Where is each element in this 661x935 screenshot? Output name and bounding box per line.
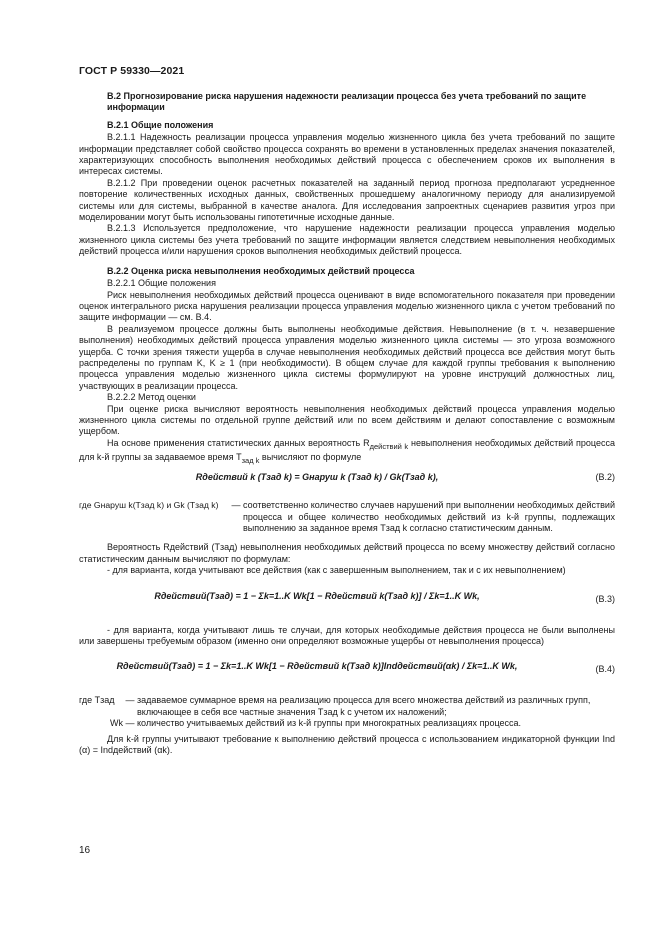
definition-text: задаваемое суммарное время на реализацию процесса для всего множества действий из различных групп, включающее в себя все частные значения Tзад k с учетом их наложений; — [137, 695, 591, 717]
text-run: На основе применения статистических данных вероятность R — [107, 437, 370, 448]
definition-text: соответственно количество случаев нарушений при выполнении необходимых действий процесса и общее количество необходимых действий из k-й группы, подлежащих выполнению за заданное время Tзад k согласно статистическим данным. — [243, 500, 615, 533]
formula-b3 — [79, 583, 615, 619]
definition-term: где Tзад — [79, 695, 115, 706]
formula-b4 — [79, 653, 615, 689]
definition-term: Wk — [110, 718, 123, 729]
definition-row — [79, 500, 615, 534]
document-body — [79, 91, 615, 756]
page-number: 16 — [79, 845, 91, 856]
text-run: вычисляют по формуле — [259, 451, 362, 462]
paragraph: В реализуемом процессе должны быть выполнены необходимые действия. Невыполнение (в т. ч. незавершение выполнения) необходимых действий процесса управления моделью жизненного цикла системы — это угроза возможного ущерба. С точки зрения тяжести ущерба в случае невыполнения необходимых действий процесса все действия могут быть распределены по группам K, K ≥ 1 (при необходимости). В общем случае для каждой группы требования к выполнению процесса управления моделью жизненного цикла системы формулируют на уровне инструкций должностных лиц, участвующих в реализации процесса. — [79, 323, 615, 391]
definition-text: количество учитываемых действий из k-й группы при многократных реализациях процесса. — [137, 718, 522, 729]
formula-expression: Rдействий(Tзад) = 1 − Σk=1..K Wk[1 − Rдействий k(Tзад k)]Indдействий(αk) / Σk=1..K Wk, — [116, 661, 518, 672]
definition-row — [79, 695, 615, 718]
section-title: В.2 Прогнозирование риска нарушения надежности реализации процесса без учета требований по защите информации — [107, 91, 587, 113]
paragraph: - для варианта, когда учитывают лишь те случаи, для которых необходимые действия процесса не были выполнены или завершены требуемым образом (именно они определяют возможные ущербы от невыполнения процесса) — [79, 624, 615, 647]
subsection-heading: В.2.2 Оценка риска невыполнения необходимых действий процесса — [107, 265, 415, 276]
formula-number: (В.3) — [595, 593, 615, 604]
formula-b2 — [79, 472, 615, 494]
text-run: невыполнения необходимых действий процесса для k-й группы за задаваемое время T — [79, 437, 615, 462]
subscript: зад k — [241, 455, 260, 465]
definition-row — [79, 718, 615, 729]
definition-term: где Gнаруш k(Tзад k) и Gk (Tзад k) — [79, 500, 219, 511]
page-header: ГОСТ Р 59330—2021 — [79, 65, 185, 77]
paragraph: В.2.1.2 При проведении оценок расчетных показателей на заданный период прогноза предполагают усредненное повторение количественных исходных данных, свойственных прошедшему аналогичному периоду для анализируемой системы или для системы, выбранной в качестве аналога. Для исследования запроектных сценариев развития угроз при моделировании могут быть использованы гипотетичные исходные данные. — [79, 177, 615, 223]
formula-expression: Rдействий(Tзад) = 1 − Σk=1..K Wk[1 − Rдействий k(Tзад k)] / Σk=1..K Wk, — [154, 590, 480, 601]
paragraph: При оценке риска вычисляют вероятность невыполнения необходимых действий процесса управления моделью жизненного цикла системы по отдельной группе действий или по всем действиям и делают сопоставление с возможным ущербом. — [79, 403, 615, 437]
definition-dash: — — [125, 695, 135, 706]
paragraph: В.2.1.3 Используется предположение, что нарушение надежности реализации процесса управления моделью жизненного цикла системы без учета требований по защите информации является следствием невыполнения необходимых действий процесса и/или нарушения сроков выполнения необходимых действий процесса. — [79, 223, 615, 257]
subsubsection-heading: В.2.2.1 Общие положения — [107, 278, 216, 289]
paragraph: - для варианта, когда учитывают все действия (как с завершенным выполнением, так и с их невыполнением) — [107, 565, 566, 576]
formula-expression: Rдействий k (Tзад k) = Gнаруш k (Tзад k) / Gk(Tзад k), — [195, 472, 439, 483]
paragraph: Для k-й группы учитывают требование к выполнению действий процесса с использованием индикаторной функции Ind (α) = Indдействий (αk). — [79, 733, 615, 756]
subsection-heading: В.2.1 Общие положения — [107, 119, 214, 130]
formula-number: (В.2) — [595, 472, 615, 483]
paragraph: Вероятность Rдействий (Tзад) невыполнения необходимых действий процесса по всему множеству действий согласно статистическим данным вычисляют по формулам: — [79, 542, 615, 564]
definition-dash: — — [125, 718, 135, 729]
paragraph: Риск невыполнения необходимых действий процесса оценивают в виде вспомогательного показателя при проведении оценок интегрального риска нарушения реализации процесса управления моделью жизненного цикла с учетом требований по защите информации — см. В.4. — [79, 289, 615, 323]
paragraph — [79, 438, 615, 466]
subsubsection-heading: В.2.2.2 Метод оценки — [107, 392, 196, 403]
paragraph: В.2.1.1 Надежность реализации процесса управления моделью жизненного цикла без учета требований по защите информации представляет собой свойство процесса сохранять во времени в установленных пределах значения показателей, характеризующих способность выполнения необходимых действий процесса с обеспечением сроков их выполнения в интересах системы. — [79, 132, 615, 177]
formula-number: (В.4) — [595, 664, 615, 675]
definition-dash: — — [231, 500, 241, 511]
subscript: действий k — [369, 441, 409, 451]
